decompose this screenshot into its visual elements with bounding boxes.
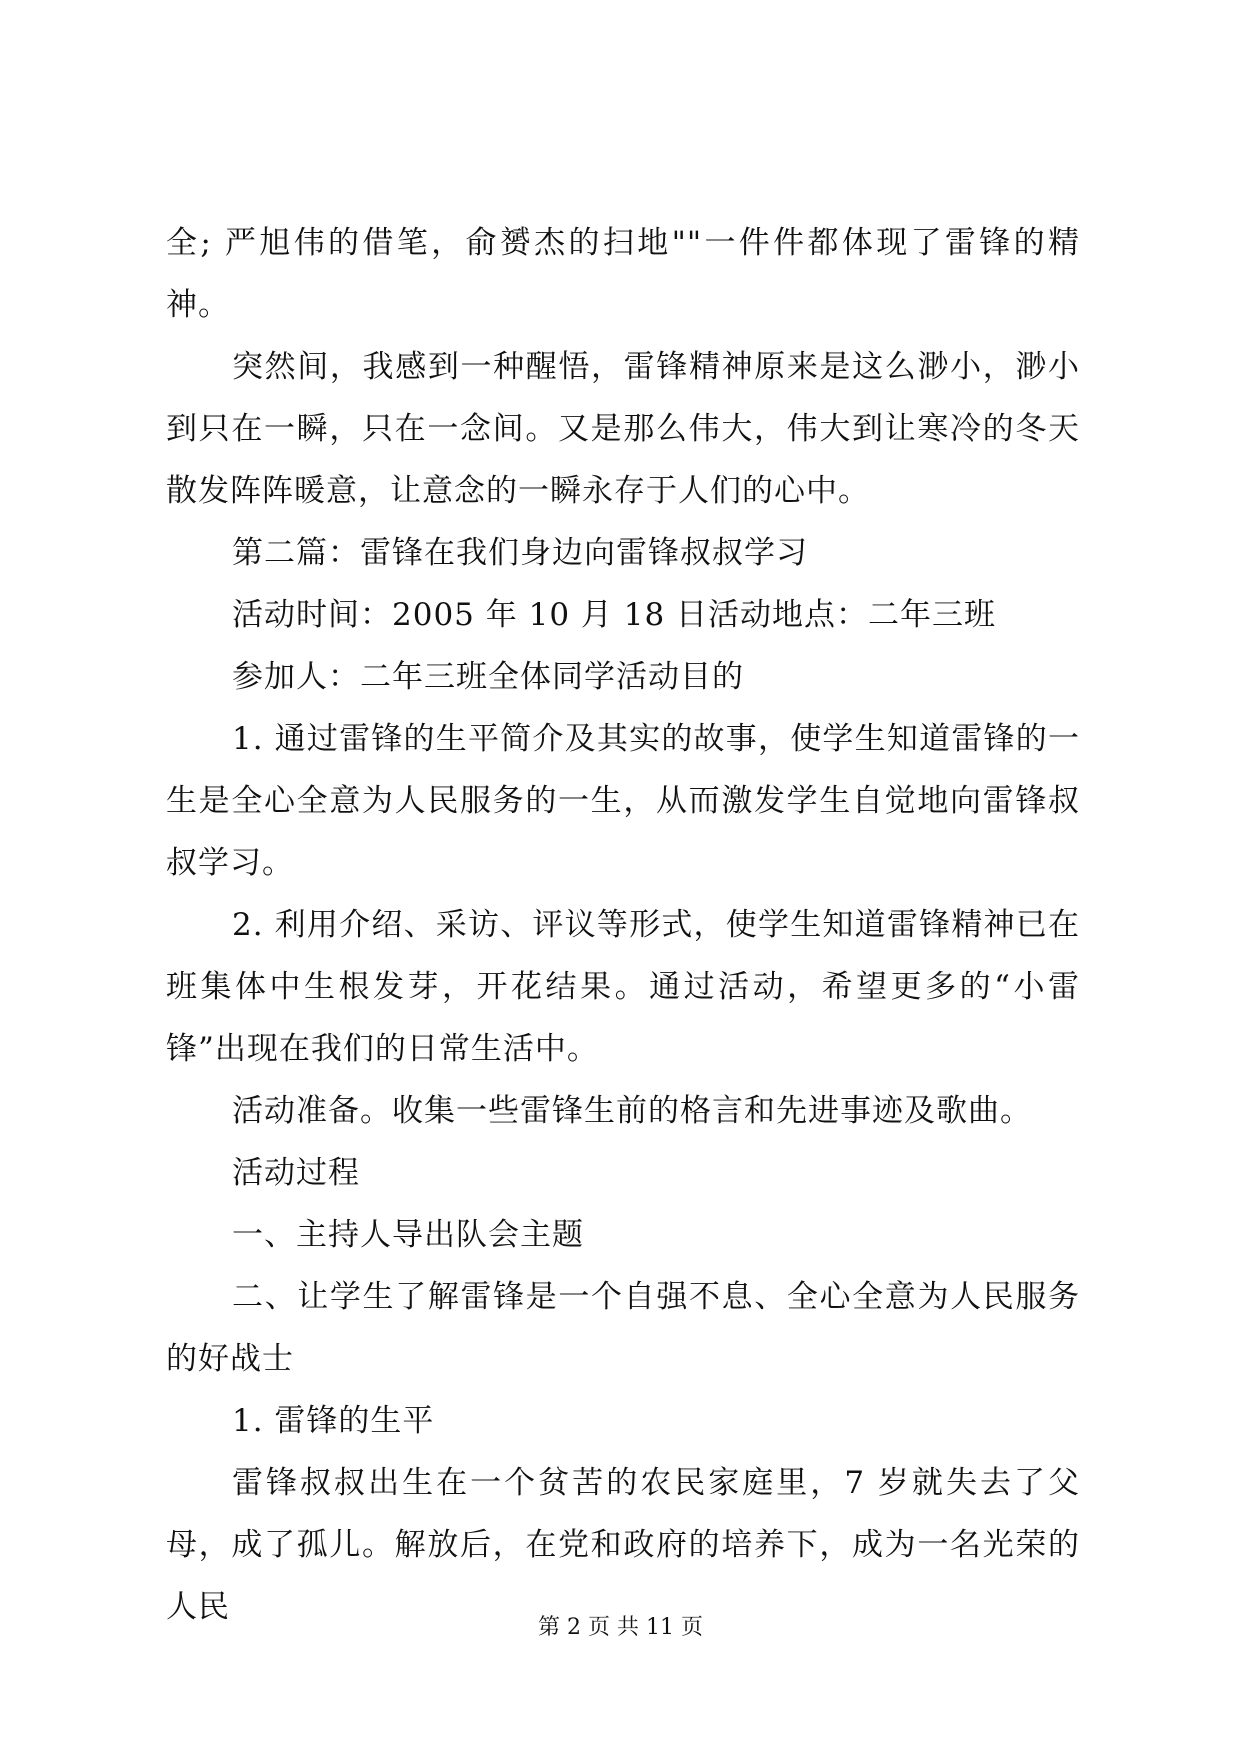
section-title: 第二篇：雷锋在我们身边向雷锋叔叔学习 xyxy=(232,535,808,571)
step-1: 一、主持人导出队会主题 xyxy=(232,1217,584,1253)
document-body xyxy=(166,212,1080,1638)
goal-2: 2. 利用介绍、采访、评议等形式，使学生知道雷锋精神已在班集体中生根发芽，开花结果。通过活动，希望更多的“小雷锋”出现在我们的日常生活中。 xyxy=(166,907,1080,1067)
preparation: 活动准备。收集一些雷锋生前的格言和先进事迹及歌曲。 xyxy=(232,1093,1032,1129)
page-number-footer: 第 2 页 共 11 页 xyxy=(538,1615,703,1640)
activity-time: 活动时间：2005 年 10 月 18 日活动地点：二年三班 xyxy=(232,597,997,633)
goal-1: 1. 通过雷锋的生平简介及其实的故事，使学生知道雷锋的一生是全心全意为人民服务的一生，从而激发学生自觉地向雷锋叔叔学习。 xyxy=(166,721,1080,881)
paragraph-2: 突然间，我感到一种醒悟，雷锋精神原来是这么渺小，渺小到只在一瞬，只在一念间。又是那么伟大，伟大到让寒冷的冬天散发阵阵暖意，让意念的一瞬永存于人们的心中。 xyxy=(166,349,1080,509)
paragraph-1: 全; 严旭伟的借笔，俞赟杰的扫地""一件件都体现了雷锋的精神。 xyxy=(166,225,1080,323)
subheading-life: 1. 雷锋的生平 xyxy=(232,1403,435,1439)
process-heading: 活动过程 xyxy=(232,1155,360,1191)
life-paragraph: 雷锋叔叔出生在一个贫苦的农民家庭里，7 岁就失去了父母，成了孤儿。解放后，在党和政府的培养下，成为一名光荣的人民 xyxy=(166,1465,1080,1625)
participants: 参加人：二年三班全体同学活动目的 xyxy=(232,659,744,695)
step-2: 二、让学生了解雷锋是一个自强不息、全心全意为人民服务的好战士 xyxy=(166,1279,1080,1377)
